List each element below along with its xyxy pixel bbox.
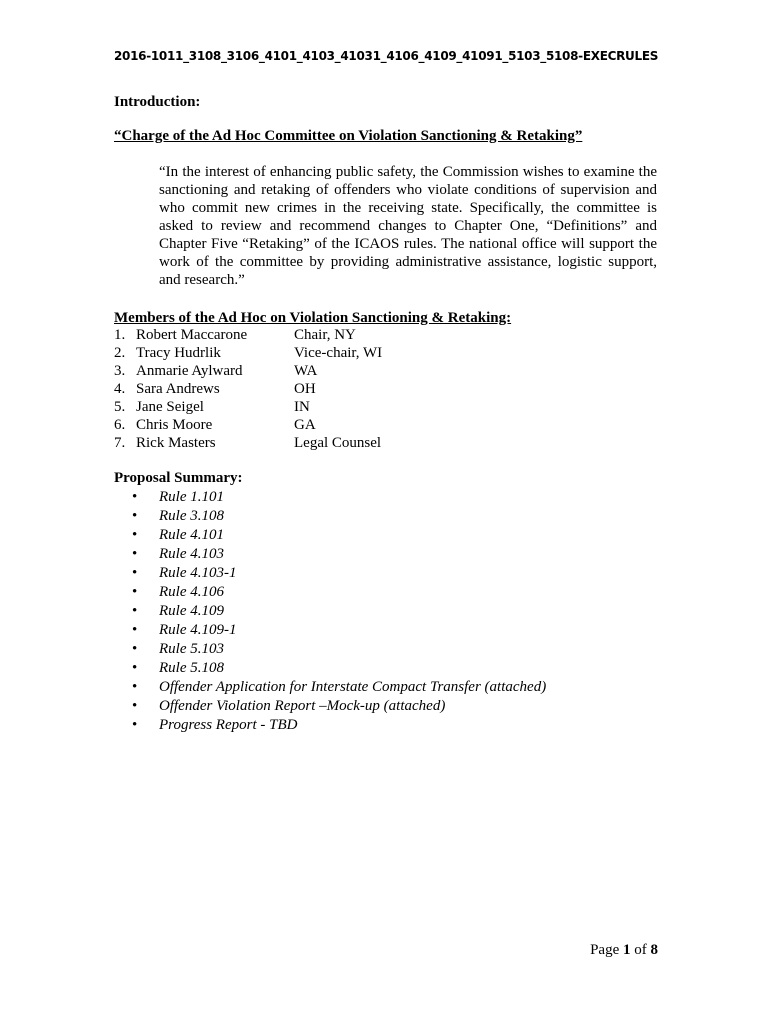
proposal-item-text: Rule 1.101 <box>159 489 224 505</box>
document-id: 2016-1011_3108_3106_4101_4103_41031_4106_4109_41091_5103_5108-EXECRULES <box>114 49 659 63</box>
introduction-heading: Introduction: <box>114 94 201 110</box>
page-number-footer <box>590 942 658 959</box>
proposal-item-text: Rule 4.109-1 <box>159 622 237 638</box>
member-role: Chair, NY <box>294 327 356 343</box>
member-row <box>114 398 514 416</box>
proposal-item-text: Rule 5.103 <box>159 641 224 657</box>
bullet-icon: • <box>132 527 138 543</box>
bullet-icon: • <box>132 603 138 619</box>
member-number: 6. <box>114 417 126 433</box>
members-list <box>114 326 514 452</box>
member-number: 7. <box>114 435 126 451</box>
proposal-item-text: Offender Application for Interstate Compact Transfer (attached) <box>159 679 547 695</box>
member-row <box>114 416 514 434</box>
member-row <box>114 326 514 344</box>
current-page-number: 1 <box>623 942 631 958</box>
bullet-icon: • <box>132 717 138 733</box>
member-number: 3. <box>114 363 126 379</box>
bullet-icon: • <box>132 565 138 581</box>
member-number: 1. <box>114 327 126 343</box>
member-number: 2. <box>114 345 126 361</box>
member-role: OH <box>294 381 316 397</box>
proposal-item-text: Rule 5.108 <box>159 660 224 676</box>
proposal-item-text: Rule 4.103 <box>159 546 224 562</box>
member-name: Anmarie Aylward <box>136 363 243 379</box>
bullet-icon: • <box>132 679 138 695</box>
member-name: Rick Masters <box>136 435 216 451</box>
proposal-item-text: Offender Violation Report –Mock-up (attached) <box>159 698 446 714</box>
member-role: Vice-chair, WI <box>294 345 383 361</box>
proposal-item-text: Rule 3.108 <box>159 508 224 524</box>
member-name: Jane Seigel <box>136 399 204 415</box>
proposal-item-text: Rule 4.106 <box>159 584 224 600</box>
bullet-icon: • <box>132 660 138 676</box>
member-name: Robert Maccarone <box>136 327 248 343</box>
member-row <box>114 344 514 362</box>
bullet-icon: • <box>132 641 138 657</box>
proposal-item-text: Rule 4.103-1 <box>159 565 237 581</box>
bullet-icon: • <box>132 546 138 562</box>
proposal-item-text: Rule 4.109 <box>159 603 224 619</box>
member-row <box>114 434 514 452</box>
bullet-icon: • <box>132 489 138 505</box>
of-word: of <box>634 942 647 958</box>
member-name: Sara Andrews <box>136 381 220 397</box>
bullet-icon: • <box>132 508 138 524</box>
proposal-summary-heading: Proposal Summary: <box>114 470 243 486</box>
proposal-item-text: Rule 4.101 <box>159 527 224 543</box>
charge-quote: “In the interest of enhancing public safety, the Commission wishes to examine the sanctioning and retaking of offenders who violate conditions of supervision and who commit new crimes in the receiving state. Specifically, the committee is asked to review and recommend changes to Chapter One, “Definitions” and Chapter Five “Retaking” of the ICAOS rules. The national office will support the work of the committee by providing administrative assistance, logistic support, and research.” <box>159 164 657 288</box>
page-word: Page <box>590 942 620 958</box>
bullet-icon: • <box>132 698 138 714</box>
member-role: Legal Counsel <box>294 435 382 451</box>
member-number: 4. <box>114 381 126 397</box>
member-role: IN <box>294 399 310 415</box>
member-name: Tracy Hudrlik <box>136 345 221 361</box>
member-row <box>114 380 514 398</box>
members-heading: Members of the Ad Hoc on Violation Sanctioning & Retaking: <box>114 310 512 326</box>
bullet-icon: • <box>132 584 138 600</box>
member-number: 5. <box>114 399 126 415</box>
member-role: GA <box>294 417 316 433</box>
charge-heading: “Charge of the Ad Hoc Committee on Violation Sanctioning & Retaking” <box>114 128 583 144</box>
member-role: WA <box>294 363 318 379</box>
proposal-item-text: Progress Report - TBD <box>159 717 298 733</box>
member-row <box>114 362 514 380</box>
total-pages-number: 8 <box>650 942 658 958</box>
member-name: Chris Moore <box>136 417 213 433</box>
bullet-icon: • <box>132 622 138 638</box>
